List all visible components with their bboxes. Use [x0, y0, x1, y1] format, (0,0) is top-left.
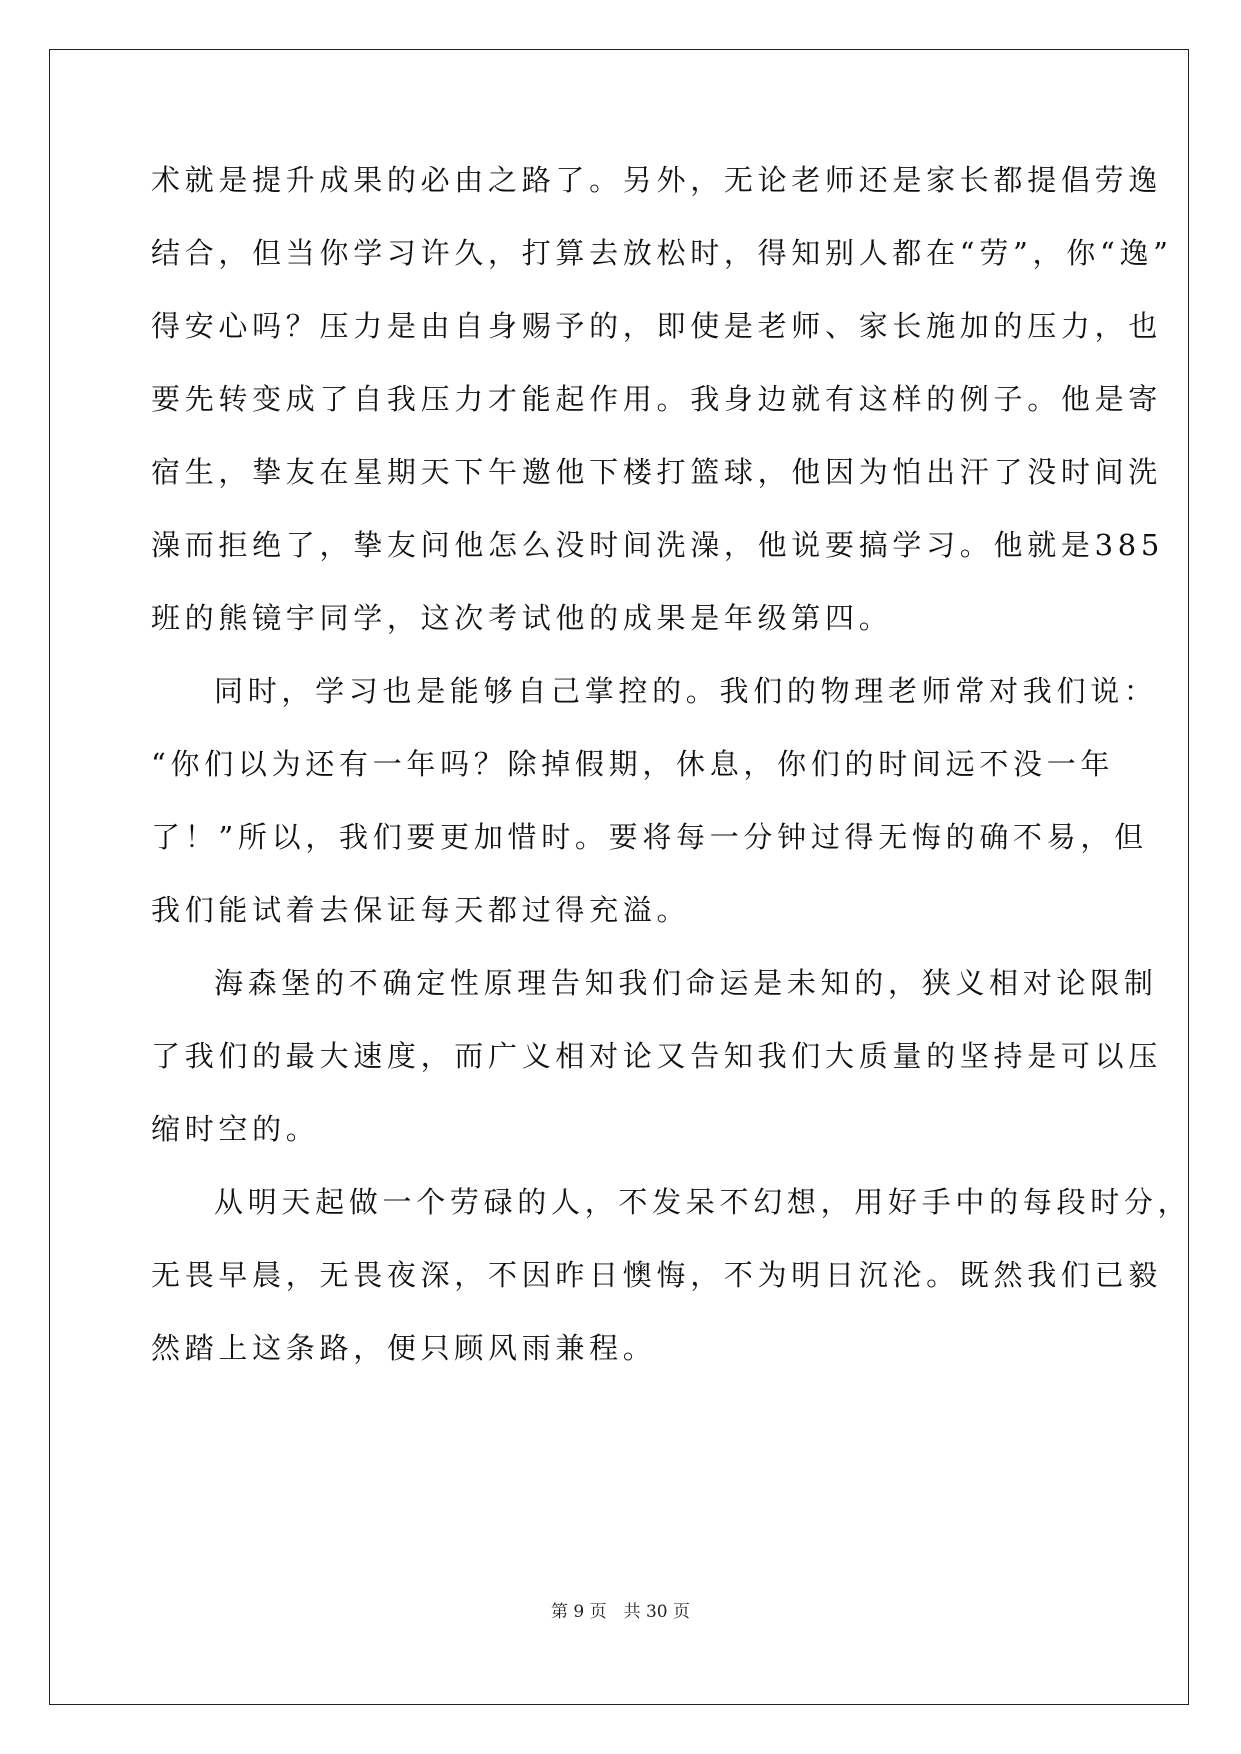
- text-line: 班的熊镜宇同学，这次考试他的成果是年级第四。: [151, 601, 893, 635]
- text-line: 要先转变成了自我压力才能起作用。我身边就有这样的例子。他是寄: [151, 382, 1163, 416]
- text-line: 缩时空的。: [151, 1112, 320, 1146]
- page-number-footer: 第 9 页 共 30 页: [550, 1602, 691, 1622]
- text-line: 我们能试着去保证每天都过得充溢。: [151, 893, 691, 927]
- text-line: 术就是提升成果的必由之路了。另外，无论老师还是家长都提倡劳逸: [151, 163, 1163, 197]
- paragraph-start-line: 同时，学习也是能够自己掌控的。我们的物理老师常对我们说：: [214, 674, 1158, 708]
- text-line: 澡而拒绝了，挚友问他怎么没时间洗澡，他说要搞学习。他就是385: [151, 528, 1165, 562]
- text-line: 了！”所以，我们要更加惜时。要将每一分钟过得无悔的确不易，但: [151, 820, 1148, 854]
- text-line: 宿生，挚友在星期天下午邀他下楼打篮球，他因为怕出汗了没时间洗: [151, 455, 1163, 489]
- paragraph-start-line: 从明天起做一个劳碌的人，不发呆不幻想，用好手中的每段时分，: [214, 1185, 1192, 1219]
- text-line: 无畏早晨，无畏夜深，不因昨日懊悔，不为明日沉沦。既然我们已毅: [151, 1258, 1163, 1292]
- text-line: “你们以为还有一年吗？除掉假期，休息，你们的时间远不没一年: [151, 747, 1115, 781]
- text-line: 结合，但当你学习许久，打算去放松时，得知别人都在“劳”，你“逸”: [151, 236, 1173, 270]
- text-line: 得安心吗？压力是由自身赐予的，即使是老师、家长施加的压力，也: [151, 309, 1163, 343]
- paragraph-start-line: 海森堡的不确定性原理告知我们命运是未知的，狭义相对论限制: [214, 966, 1158, 1000]
- page-border: [49, 49, 1192, 1705]
- text-line: 然踏上这条路，便只顾风雨兼程。: [151, 1331, 657, 1365]
- text-line: 了我们的最大速度，而广义相对论又告知我们大质量的坚持是可以压: [151, 1039, 1163, 1073]
